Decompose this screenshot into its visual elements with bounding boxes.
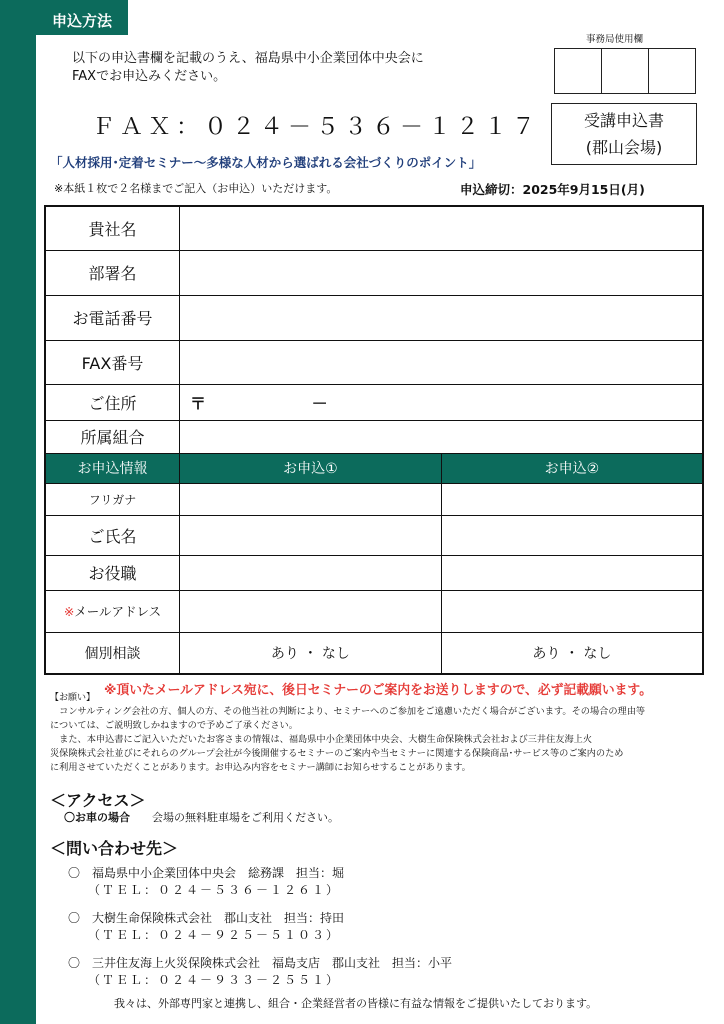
contact-line: 〇 福島県中小企業団体中央会 総務課 担当：堀 (68, 866, 345, 880)
contact-line: 〇 三井住友海上火災保険株式会社 福島支店 郡山支社 担当：小平 (68, 956, 453, 970)
email-warning: ※頂いたメールアドレス宛に、後日セミナーのご案内をお送りしますので、必ず記載願います。 (104, 683, 652, 698)
row-consult (45, 632, 703, 674)
field-company[interactable] (180, 206, 704, 250)
car-label: 〇お車の場合 (64, 811, 130, 824)
fax-number: ＦＡＸ：０２４－５３６－１２１７ (92, 114, 540, 140)
contact-item-2 (68, 910, 344, 944)
header-info: お申込情報 (45, 453, 180, 483)
contact-tel: （ＴＥＬ：０２４－９３３－２５５１） (88, 973, 341, 987)
contact-tel: （ＴＥＬ：０２４－５３６－１２６１） (88, 883, 341, 897)
label-address: ご住所 (45, 384, 180, 420)
field-email-1[interactable] (180, 590, 442, 632)
row-name (45, 515, 703, 555)
label-fax: FAX番号 (45, 340, 180, 384)
row-department (45, 250, 703, 295)
row-furigana (45, 483, 703, 515)
car-text: 会場の無料駐車場をご利用ください。 (152, 811, 339, 824)
row-company (45, 206, 703, 250)
row-email (45, 590, 703, 632)
field-position-2[interactable] (441, 555, 703, 590)
closing-text: 我々は、外部専門家と連携し、組合・企業経営者の皆様に有益な情報をご提供いたしております。 (114, 997, 598, 1010)
section-tab: 申込方法 (36, 7, 128, 35)
deadline: 申込締切：2025年9月15日(月) (460, 182, 645, 197)
fine-line-4: 災保険株式会社並びにそれらのグループ会社が今後開催するセミナーのご案内や当セミナーに関連する保険商品･サービス等のご案内のため (50, 748, 624, 759)
intro-text (72, 50, 424, 86)
application-form-title: 受講申込書 (583, 111, 664, 130)
intro-line-2: FAXでお申込みください。 (72, 69, 227, 84)
field-name-1[interactable] (180, 515, 442, 555)
application-form-box (551, 103, 697, 165)
contact-tel: （ＴＥＬ：０２４－９２５－５１０３） (88, 928, 341, 942)
field-position-1[interactable] (180, 555, 442, 590)
application-form-table (44, 205, 704, 675)
contact-item-3 (68, 955, 452, 989)
label-position: お役職 (45, 555, 180, 590)
field-union[interactable] (180, 420, 704, 453)
persons-note: ※本紙１枚で２名様までご記入（お申込）いただけます。 (54, 182, 338, 195)
request-heading: 【お願い】 (50, 693, 96, 703)
field-fax[interactable] (180, 340, 704, 384)
row-fax (45, 340, 703, 384)
contact-heading: ＜問い合わせ先＞ (50, 839, 179, 858)
fine-line-2: については、ご説明致しかねますので予めご了承ください。 (50, 720, 298, 731)
required-mark: ※ (63, 604, 75, 619)
intro-line-1: 以下の申込書欄を記載のうえ、福島県中小企業団体中央会に (72, 51, 424, 66)
field-department[interactable] (180, 250, 704, 295)
contact-item-1 (68, 865, 344, 899)
postal-dash: － (311, 393, 328, 413)
row-address (45, 384, 703, 420)
postal-mark: 〒 (190, 393, 207, 413)
field-phone[interactable] (180, 295, 704, 340)
label-name: ご氏名 (45, 515, 180, 555)
row-phone (45, 295, 703, 340)
row-info-header (45, 453, 703, 483)
label-union: 所属組合 (45, 420, 180, 453)
field-address[interactable] (180, 384, 704, 420)
office-use-label: 事務局使用欄 (586, 34, 644, 45)
label-email-text: メールアドレス (74, 604, 162, 619)
label-consult: 個別相談 (45, 632, 180, 674)
label-department: 部署名 (45, 250, 180, 295)
seminar-title: 「人材採用･定着セミナー～多様な人材から選ばれる会社づくりのポイント」 (50, 155, 482, 170)
header-applicant-2: お申込② (441, 453, 703, 483)
label-furigana: フリガナ (45, 483, 180, 515)
field-email-2[interactable] (441, 590, 703, 632)
access-heading: ＜アクセス＞ (50, 791, 146, 810)
left-accent-bar (0, 0, 36, 1024)
office-use-box (554, 48, 696, 94)
consult-choice-2[interactable]: あり ・ なし (441, 632, 703, 674)
application-venue: (郡山会場) (585, 138, 663, 157)
field-furigana-1[interactable] (180, 483, 442, 515)
row-position (45, 555, 703, 590)
row-union (45, 420, 703, 453)
label-email (45, 590, 180, 632)
header-applicant-1: お申込① (180, 453, 442, 483)
fine-line-3: また、本申込書にご記入いただいたお客さまの情報は、福島県中小企業団体中央会、大樹生命保険株式会社および三井住友海上火 (50, 734, 593, 745)
label-phone: お電話番号 (45, 295, 180, 340)
field-furigana-2[interactable] (441, 483, 703, 515)
access-car (64, 809, 339, 825)
field-name-2[interactable] (441, 515, 703, 555)
top-accent-strip (36, 0, 128, 7)
fine-line-5: に利用させていただくことがあります。お申込み内容をセミナー講師にお知らせすることがあります。 (50, 762, 471, 773)
contact-line: 〇 大樹生命保険株式会社 郡山支社 担当：持田 (68, 911, 345, 925)
label-company: 貴社名 (45, 206, 180, 250)
fine-line-1: コンサルティング会社の方、個人の方、その他当社の判断により、セミナーへのご参加をご遠慮いただく場合がございます。その場合の理由等 (50, 706, 646, 717)
consult-choice-1[interactable]: あり ・ なし (180, 632, 442, 674)
fine-print (50, 705, 702, 775)
